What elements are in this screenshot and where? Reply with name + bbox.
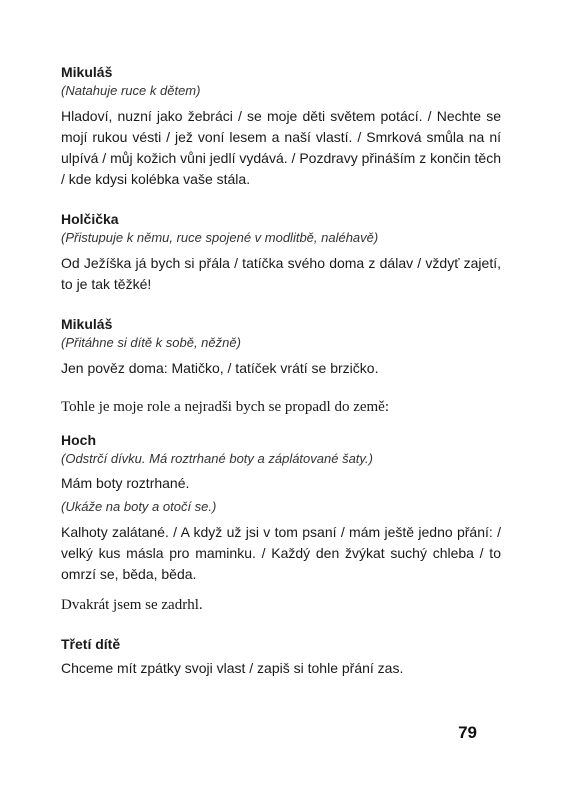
dialogue-block-treti-dite	[61, 635, 501, 679]
narration-text: Dvakrát jsem se zadrhl.	[61, 597, 203, 613]
dialogue-block-mikulas-1	[61, 63, 501, 190]
dialogue-text: Kalhoty zalátané. / A když už jsi v tom psaní / mám ještě jedno přání: / velký kus másla pro maminku. / Každý den žvýkat suchý chleba / to omrzí se, běda, běda.	[61, 524, 501, 582]
page-content	[61, 63, 501, 679]
dialogue-text: Mám boty roztrhané.	[61, 475, 190, 491]
page-number: 79	[458, 723, 477, 742]
dialogue-text: Jen pověz doma: Matičko, / tatíček vrátí se brzičko.	[61, 360, 379, 376]
speaker-name: Mikuláš	[61, 316, 113, 332]
dialogue-text: Od Ježíška já bych si přála / tatíčka svého doma z dálav / vždyť zajetí, to je tak těžké!	[61, 255, 501, 292]
stage-direction: (Ukáže na boty a otočí se.)	[61, 499, 217, 514]
stage-direction: (Natahuje ruce k dětem)	[61, 83, 201, 98]
speaker-name: Třetí dítě	[61, 636, 121, 652]
stage-direction: (Přitáhne si dítě k sobě, něžně)	[61, 335, 241, 350]
speaker-name: Mikuláš	[61, 64, 113, 80]
dialogue-block-mikulas-2	[61, 315, 501, 379]
narration-text: Tohle je moje role a nejradši bych se propadl do země:	[61, 399, 390, 415]
dialogue-text: Chceme mít zpátky svoji vlast / zapiš si tohle přání zas.	[61, 660, 404, 676]
dialogue-text: Hladoví, nuzní jako žebráci / se moje děti světem potácí. / Nechte se mojí rukou vésti / jež voní lesem a naší vlastí. / Smrková smůla na ní ulpívá / můj kožich vůni jedlí vydává. / Pozdravy přináším z končin těch / kde kdysi kolébka vaše stála.	[61, 108, 501, 187]
speaker-name: Holčička	[61, 211, 119, 227]
stage-direction: (Odstrčí dívku. Má roztrhané boty a záplátované šaty.)	[61, 451, 373, 466]
stage-direction: (Přistupuje k němu, ruce spojené v modlitbě, naléhavě)	[61, 230, 379, 245]
dialogue-block-hoch	[61, 431, 501, 585]
dialogue-block-holcicka	[61, 210, 501, 295]
speaker-name: Hoch	[61, 432, 96, 448]
